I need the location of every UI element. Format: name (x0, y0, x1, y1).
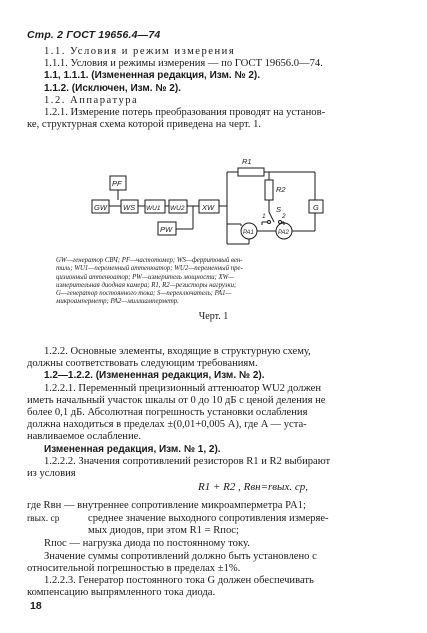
paragraph-1-2-1-cont: ке, структурная схема которой приведена на черт. 1. (27, 119, 262, 130)
amendment-note: 1.2—1.2.2. (Измененная редакция, Изм. № 2). (44, 370, 265, 381)
definition-rvyh-cont: мых диодов, при этом R1 = Rпоc; (88, 525, 239, 536)
paragraph-sum: Значение суммы сопротивлений должно быть установлено с (44, 551, 317, 562)
paragraph-1-2-2-1-cont: более 0,1 дБ. Абсолютная погрешность установки ослабления (27, 407, 308, 418)
amendment-note: Измененная редакция, Изм. № 1, 2). (44, 444, 221, 455)
paragraph-sum-cont: относительной погрешностью в пределах ±1%. (27, 563, 241, 574)
switch-pos-2: 2 (282, 213, 286, 220)
resistor-formula: R1 + R2 , Rвн=rвых. ср, (198, 481, 309, 493)
pa2-label: PA2 (278, 230, 289, 236)
s-label: S (276, 205, 282, 214)
definition-rvyh: среднее значение выходного сопротивления измеряе- (88, 513, 329, 524)
section-title-1-2: 1.2. Аппаратура (44, 95, 139, 106)
legend-line: тиль; WU1—переменный аттенюатор; WU2—переменный пре- (56, 265, 243, 273)
paragraph-1-2-2-2-cont: из условия (27, 468, 76, 479)
paragraph-1-2-2-3-cont: компенсацию выпрямленного тока диода. (27, 587, 216, 598)
gw-label: GW (94, 203, 107, 212)
circuit-diagram (0, 0, 427, 260)
r2-label: R2 (276, 185, 286, 194)
r2-resistor (265, 180, 273, 200)
paragraph-1-2-2-1-cont: иметь начальный участок шкалы от 0 до 10 дБ с ценой деления не (27, 395, 326, 406)
section-title-1-1: 1.1. Условия и режим измерения (44, 46, 236, 57)
r1-label: R1 (242, 157, 252, 166)
wu2-label: WU2 (170, 205, 185, 212)
pw-label: PW (160, 225, 173, 234)
pa1-label: PA1 (243, 230, 254, 236)
paragraph-1-2-2-cont: должны соответствовать следующим требованиям. (27, 358, 258, 369)
excluded-note: 1.1.2. (Исключен, Изм. № 2). (44, 83, 181, 94)
pf-label: PF (112, 179, 122, 188)
figure-legend (56, 257, 376, 307)
g-label: G (313, 203, 319, 212)
paragraph-1-1-1: 1.1.1. Условия и режимы измерения — по ГОСТ 19656.0—74. (44, 58, 323, 69)
legend-line: GW—генератор СВЧ; PF—частотомер; WS—ферритовый вен- (56, 257, 243, 264)
paragraph-1-2-2-3: 1.2.2.3. Генератор постоянного тока G должен обеспечивать (44, 575, 314, 586)
ws-label: WS (123, 203, 136, 212)
page-number: 18 (30, 600, 42, 612)
r1-resistor (238, 168, 264, 176)
definition-rpos: Rпоc — нагрузка диода по постоянному току. (44, 538, 250, 549)
switch-pos-1: 1 (262, 213, 266, 220)
legend-line: измерительная диодная камера; R1, R2—резисторы нагрузки; (56, 281, 237, 289)
xw-label: XW (202, 203, 215, 212)
paragraph-1-2-2-2: 1.2.2.2. Значения сопротивлений резисторов R1 и R2 выбирают (44, 456, 331, 467)
paragraph-1-2-2: 1.2.2. Основные элементы, входящие в структурную схему, (44, 346, 311, 357)
legend-line: микроамперметр; PA2—миллиамперметр. (56, 298, 179, 306)
page-header: Стр. 2 ГОСТ 19656.4—74 (27, 29, 161, 41)
paragraph-1-2-2-1-cont: должна находиться в пределах ±(0,01+0,005 A), где A — уста- (27, 419, 307, 430)
figure-caption: Черт. 1 (198, 311, 229, 322)
definition-rvyh-term: rвых. ср (27, 514, 60, 524)
paragraph-1-2-2-1: 1.2.2.1. Переменный прецизионный аттенюатор WU2 должен (44, 383, 322, 394)
legend-line: G—генератор постоянного тока; S—переключатель; PA1— (56, 290, 232, 298)
paragraph-1-2-2-1-cont: навливаемое ослабление. (27, 431, 141, 442)
definition-rvn: где Rвн — внутреннее сопротивление микроамперметра PA1; (27, 500, 306, 511)
paragraph-1-2-1: 1.2.1. Измерение потерь преобразования проводят на установ- (44, 107, 326, 118)
wu1-label: WU1 (146, 205, 161, 212)
amendment-note: 1.1, 1.1.1. (Измененная редакция, Изм. № 2). (44, 70, 261, 81)
legend-line: цизионный аттенюатор; PW—измеритель мощности; XW— (56, 273, 235, 281)
